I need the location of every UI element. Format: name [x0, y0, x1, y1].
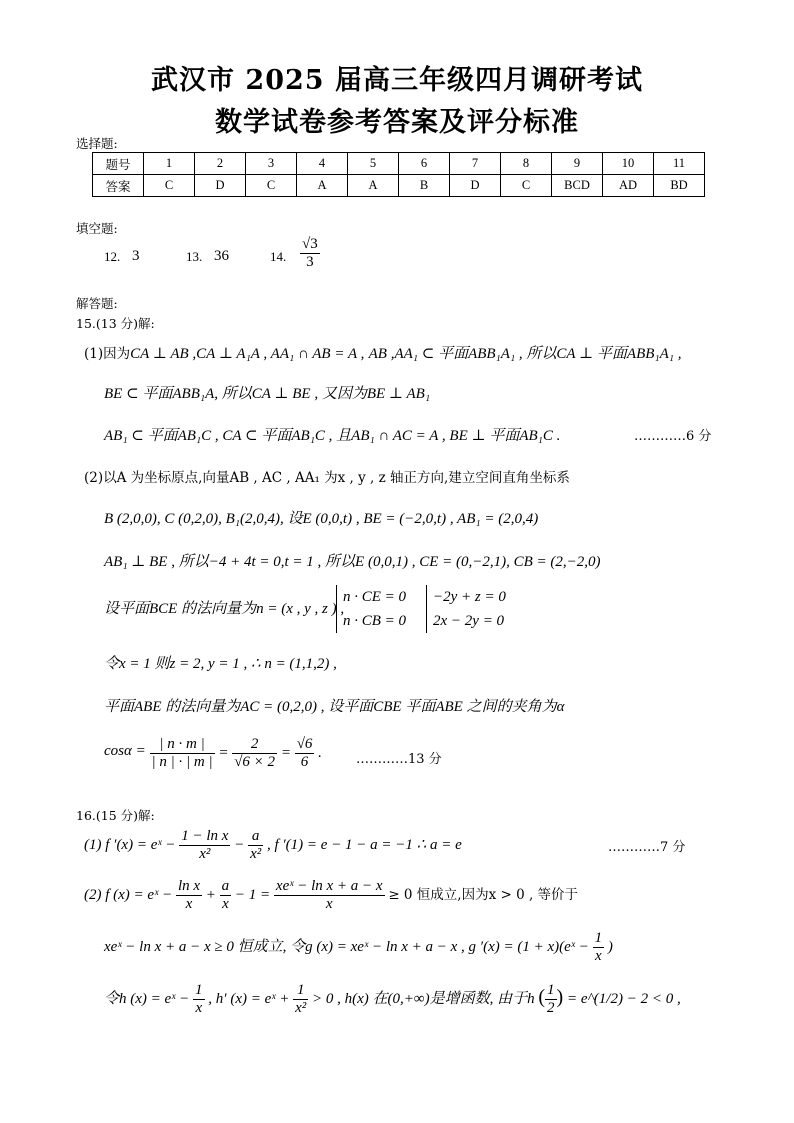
q15-part2-line6: 平面ABE 的法向量为AC = (0,2,0) , 设平面CBE 平面ABE 之间的夹角为α	[104, 699, 565, 715]
q16-p4-lead: 令h (x) = eˣ −	[104, 991, 190, 1008]
q15-sys2-eq1: −2y + z = 0	[433, 589, 506, 605]
table-cell: C	[501, 175, 552, 197]
q15-system-1	[336, 585, 406, 633]
table-cell: AD	[603, 175, 654, 197]
table-cell: 9	[552, 153, 603, 175]
q14-number: 14.	[270, 249, 287, 264]
q15-part1-line3: AB₁ ⊂ 平面AB₁C , CA ⊂ 平面AB₁C , 且AB₁ ∩ AC = A , BE ⊥ 平面AB₁C .	[104, 428, 561, 444]
q16-part1	[84, 828, 462, 864]
table-cell: 10	[603, 153, 654, 175]
page-title-line1: 武汉市 2025 届高三年级四月调研考试	[151, 65, 643, 96]
q15-cos-den1: | n | · | m |	[151, 754, 213, 771]
q16-p1-frac2-num: a	[248, 828, 263, 846]
table-cell: C	[246, 175, 297, 197]
table-cell: 4	[297, 153, 348, 175]
table-row-numbers	[93, 153, 705, 175]
q15-score-2: …………13 分	[356, 752, 442, 767]
q16-p3-tail: )	[607, 939, 613, 956]
q12-answer: 3	[132, 248, 140, 264]
fill-section-label: 填空题:	[76, 221, 118, 236]
q16-p4-frac3-den: 2	[547, 1000, 555, 1017]
q16-score-1: …………7 分	[608, 840, 686, 855]
q16-p1-lead: (1) f ′(x) = eˣ −	[84, 837, 176, 854]
q14-answer	[300, 236, 320, 272]
q16-part2-line1	[84, 878, 578, 914]
q16-p4-frac2-den: x²	[295, 1000, 307, 1017]
table-cell: BD	[654, 175, 705, 197]
q15-p1-math2: AB ,AA₁ ⊂ 平面ABB₁A₁ , 所以CA ⊥ 平面ABB₁A₁ ,	[368, 346, 682, 362]
q16-p2-mid: − 1 =	[234, 887, 271, 904]
q15-cos-den3: 6	[300, 754, 309, 771]
q16-p2-frac3-num: xeˣ − ln x + a − x	[274, 878, 385, 896]
q15-cos-lhs: cosα =	[104, 743, 146, 760]
table-cell: BCD	[552, 175, 603, 197]
q16-p1-frac1-num: 1 − ln x	[179, 828, 230, 846]
table-cell: 3	[246, 153, 297, 175]
q16-p1-frac2-den: x²	[250, 846, 262, 863]
q15-part1-line2: BE ⊂ 平面ABB₁A, 所以CA ⊥ BE , 又因为BE ⊥ AB₁	[104, 386, 431, 402]
q15-part2-line3: AB₁ ⊥ BE , 所以−4 + 4t = 0,t = 1 , 所以E (0,0,1) , CE = (0,−2,1), CB = (2,−2,0)	[104, 554, 601, 570]
q16-p1-minus: −	[234, 837, 245, 854]
q16-part2-line3: 令h (x) = eˣ − $\frac{1}{x}$ , h′ (x) = eˣ + $\frac{1}{\text{x²}}$ > 0 , h(x) 在(0,+∞)是增函数, 由于h ( $\frac{1}{2}$ ) = e^(1/2) − 2 < 0 ,	[104, 982, 681, 1017]
q15-cos-formula: cosα = $\frac{| n \cdot m |}{| n | \cdot | m |}$ = $\frac{2}{√6 \times 2}$ = $\frac{√6}{6}$ .	[104, 736, 322, 771]
q15-part2-line4: 设平面BCE 的法向量为n = (x , y , z ) ,	[104, 601, 345, 617]
solve-section-label: 解答题:	[76, 296, 118, 311]
table-cell: 11	[654, 153, 705, 175]
q16-p4-frac1-num: 1	[193, 982, 205, 1000]
q16-p2-frac1-num: ln x	[176, 878, 202, 896]
table-cell: 8	[501, 153, 552, 175]
table-cell: D	[450, 175, 501, 197]
q15-cos-num1: | n · m |	[150, 736, 215, 754]
q16-p2-frac3-den: x	[325, 896, 333, 913]
table-cell: 7	[450, 153, 501, 175]
q15-p1-math1: CA ⊥ AB ,CA ⊥ A₁A , AA₁ ∩ AB = A ,	[130, 346, 365, 362]
q12-number: 12.	[104, 249, 121, 264]
q13-answer: 36	[214, 248, 229, 264]
q16-p4-frac3-num: 1	[545, 982, 557, 1000]
q15-cos-num3: √6	[295, 736, 315, 754]
table-cell: 5	[348, 153, 399, 175]
q15-sys1-eq2: n · CB = 0	[343, 613, 407, 629]
q15-part2-line1: (2)以A 为坐标原点,向量AB , AC , AA₁ 为x , y , z 轴正方向,建立空间直角坐标系	[84, 470, 570, 486]
q16-p2-frac2-den: x	[222, 896, 229, 913]
q16-p1-tail: , f ′(1) = e − 1 − a = −1 ∴ a = e	[266, 837, 462, 854]
page-title-line2: 数学试卷参考答案及评分标准	[215, 107, 579, 138]
q15-p1-lead: (1)因为	[84, 346, 131, 362]
q16-p3-frac-den: x	[595, 948, 602, 965]
q16-p2-lead: (2) f (x) = eˣ −	[84, 887, 173, 904]
q16-p4-frac1-den: x	[195, 1000, 203, 1017]
table-cell: 2	[195, 153, 246, 175]
q15-heading: 15.(13 分)解:	[76, 316, 155, 331]
q15-part2-line2: B (2,0,0), C (0,2,0), B₁(2,0,4), 设E (0,0,t) , BE = (−2,0,t) , AB₁ = (2,0,4)	[104, 511, 539, 527]
q15-part1-line1	[84, 342, 682, 363]
q13-number: 13.	[186, 249, 203, 264]
q16-part2-line2	[104, 930, 613, 966]
q16-heading: 16.(15 分)解:	[76, 808, 155, 823]
table-cell: C	[144, 175, 195, 197]
q16-p2-plus: +	[205, 887, 216, 904]
q15-score-1: …………6 分	[634, 429, 712, 444]
table-row-answers	[93, 175, 705, 197]
q16-p3-frac-num: 1	[593, 930, 605, 948]
answer-table	[92, 152, 705, 197]
q16-p4-frac2-num: 1	[293, 982, 308, 1000]
table-cell: A	[297, 175, 348, 197]
header-cell: 题号	[93, 153, 144, 175]
q16-p4-mid1: , h′ (x) = eˣ +	[208, 991, 290, 1008]
q14-denominator: 3	[306, 254, 314, 271]
q15-sys2-eq2: 2x − 2y = 0	[433, 613, 505, 629]
q16-p2-frac2-num: a	[220, 878, 232, 896]
table-cell: D	[195, 175, 246, 197]
q16-p4-tail: = e^(1/2) − 2 < 0 ,	[566, 991, 681, 1008]
q16-p2-frac1-den: x	[185, 896, 193, 913]
table-cell: B	[399, 175, 450, 197]
mc-section-label: 选择题:	[76, 136, 118, 151]
q15-cos-num2: 2	[232, 736, 277, 754]
q16-p3-lead: xeˣ − ln x + a − x ≥ 0 恒成立, 令g (x) = xeˣ − ln x + a − x , g ′(x) = (1 + x)(eˣ −	[104, 939, 589, 956]
q15-cos-den2: √6 × 2	[234, 754, 276, 771]
q15-part2-line5: 令x = 1 则z = 2, y = 1 , ∴ n = (1,1,2) ,	[104, 656, 337, 672]
q15-system-2	[426, 585, 506, 633]
table-cell: A	[348, 175, 399, 197]
q14-numerator: √3	[300, 236, 320, 254]
q16-p4-mid2: > 0 , h(x) 在(0,+∞)是增函数, 由于h	[312, 991, 535, 1008]
header-cell: 答案	[93, 175, 144, 197]
table-cell: 6	[399, 153, 450, 175]
q15-sys1-eq1: n · CE = 0	[343, 589, 407, 605]
q16-p2-tail: ≥ 0 恒成立,因为x > 0 , 等价于	[388, 887, 579, 904]
table-cell: 1	[144, 153, 195, 175]
q16-p1-frac1-den: x²	[199, 846, 211, 863]
